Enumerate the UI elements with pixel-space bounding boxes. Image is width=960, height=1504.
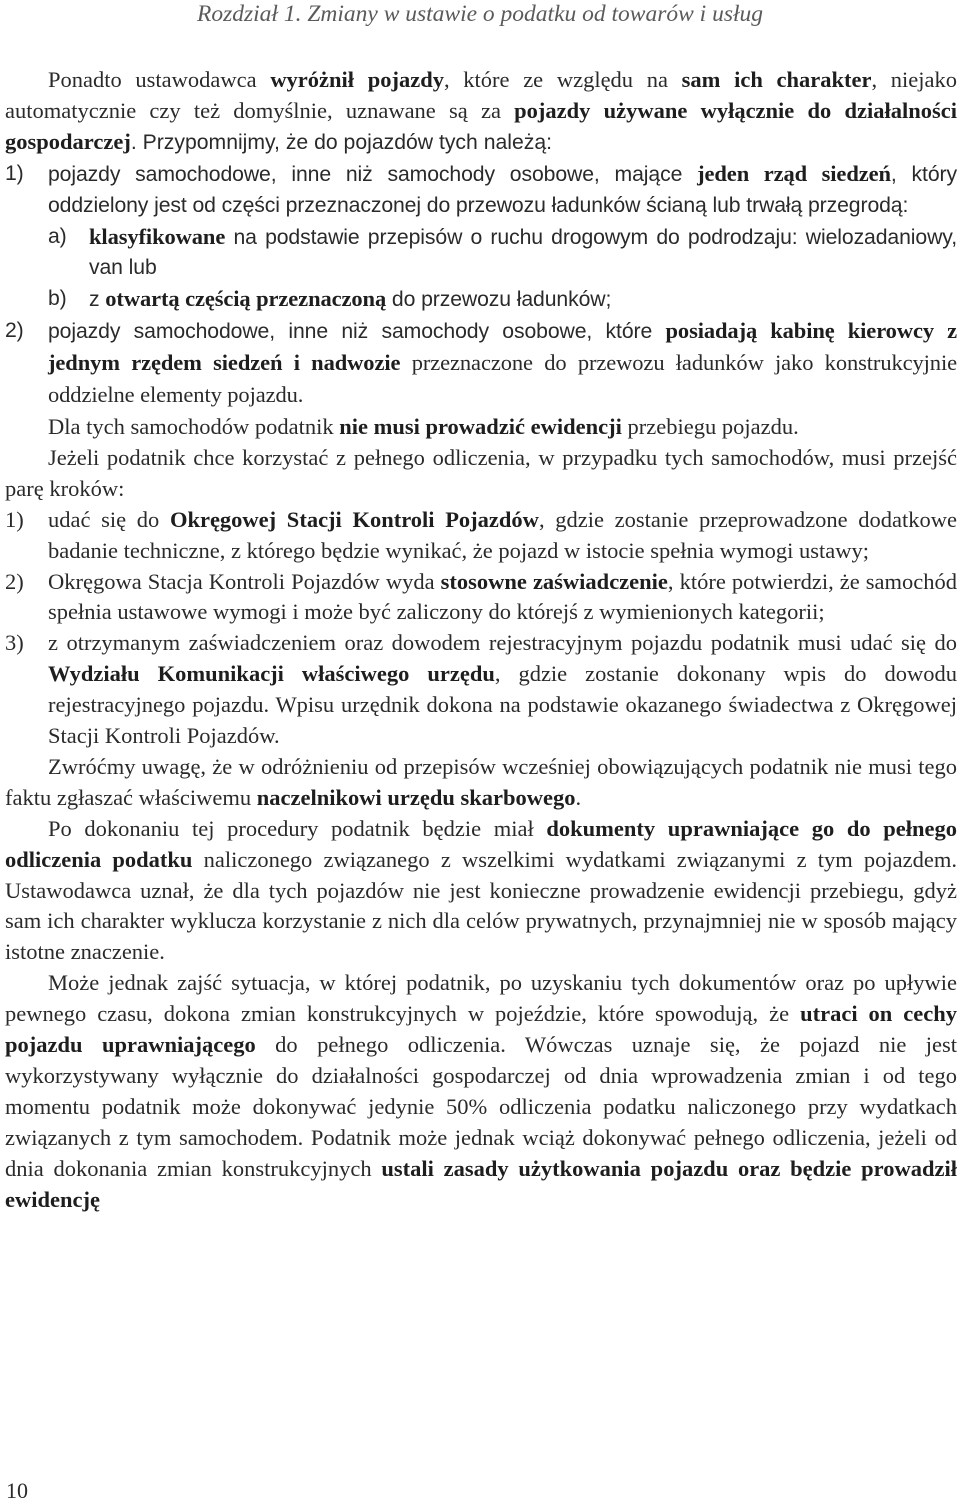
running-header: Rozdział 1. Zmiany w ustawie o podatku od towarów i usług — [197, 1, 763, 27]
bold-phrase: Wydziału Komunikacji właściwego urzędu — [48, 661, 495, 687]
sublist-letter: a) — [48, 224, 67, 248]
bold-phrase: dokumenty uprawniające go do pełnego odliczenia podatku — [5, 815, 957, 872]
bold-phrase: utraci on cechy pojazdu uprawniającego — [5, 1001, 957, 1058]
body-text — [5, 65, 957, 1216]
bold-phrase: posiadają kabinę kierowcy z jednym rzędem siedzeń i nadwozie — [48, 318, 957, 376]
after-procedure-paragraph: Po dokonaniu tej procedury podatnik będzie miał dokumenty uprawniające go do pełnego odliczenia podatku naliczonego związanego z wszelkimi wydatkami związanymi z tym pojazdem. Ustawodawca uznał, że dla tych pojazdów nie jest konieczne prowadzenie ewidencji przebiegu, gdyż sam ich charakter wyklucza korzystanie z nich dla celów prywatnych, przynajmniej nie w sposób mający istotne znaczenie. — [5, 815, 957, 965]
list-number: 1) — [5, 161, 24, 185]
notice-paragraph: Zwróćmy uwagę, że w odróżnieniu od przepisów wcześniej obowiązujących podatnik nie musi tego faktu zgłaszać właściwemu naczelnikowi urzędu skarbowego. — [5, 753, 957, 810]
list-number: 2) — [5, 568, 24, 594]
step-list-item-2: 2) Okręgowa Stacja Kontroli Pojazdów wyda stosowne zaświadczenie, które potwierdzi, że samochód spełnia ustawowe wymogi i może być zaliczony do którejś z wymienionych kategorii; — [5, 568, 958, 625]
bold-phrase: Okręgowej Stacji Kontroli Pojazdów — [169, 506, 539, 532]
bold-phrase: ustali zasady użytkowania pojazdu oraz będzie prowadził ewidencję — [5, 1155, 957, 1212]
bold-phrase: stosowne zaświadczenie — [440, 568, 668, 594]
step-list-item-1: 1) udać się do Okręgowej Stacji Kontroli Pojazdów, gdzie zostanie przeprowadzone dodatkowe badanie techniczne, z którego będzie wynikać, że pojazd w istocie spełnia wymogi ustawy; — [5, 506, 958, 563]
sublist-letter: b) — [48, 287, 67, 311]
bold-phrase: wyróżnił pojazdy — [270, 67, 444, 92]
vehicle-sublist-item-a: a) klasyfikowane na podstawie przepisów o ruchu drogowym do podrodzaju: wielozadaniowy, van lub — [48, 223, 957, 280]
vehicle-sublist-item-b: b) z otwartą częścią przeznaczoną do przewozu ładunków; — [5, 284, 957, 316]
bold-phrase: sam ich charakter — [681, 67, 872, 92]
bold-phrase: otwartą częścią przeznaczoną — [105, 286, 387, 312]
vehicle-list-item-2: 2) pojazdy samochodowe, inne niż samochody osobowe, które posiadają kabinę kierowcy z jednym rzędem siedzeń i nadwozie przeznaczone do przewozu ładunków jako konstrukcyjnie oddzielne elementy pojazdu. — [5, 318, 957, 408]
intro-paragraph: Ponadto ustawodawca wyróżnił pojazdy, które ze względu na sam ich charakter, niejako automatycznie czy też domyślnie, uznawane są za pojazdy używane wyłącznie do działalności gospodarczej. Przypomnijmy, że do pojazdów tych należą: — [5, 67, 958, 154]
bold-phrase: klasyfikowane — [89, 223, 226, 249]
bold-phrase: naczelnikowi urzędu skarbowego — [256, 784, 576, 810]
bold-phrase: pojazdy używane wyłącznie do działalności gospodarczej — [5, 97, 957, 154]
page-number: 10 — [6, 1478, 28, 1503]
steps-intro-paragraph: Jeżeli podatnik chce korzystać z pełnego odliczenia, w przypadku tych samochodów, musi przejść parę kroków: — [5, 444, 957, 501]
list-number: 1) — [5, 506, 24, 532]
no-mileage-record-note: Dla tych samochodów podatnik nie musi prowadzić ewidencji przebiegu pojazdu. — [48, 413, 799, 439]
construction-change-paragraph: Może jednak zajść sytuacja, w której podatnik, po uzyskaniu tych dokumentów oraz po upływie pewnego czasu, dokona zmian konstrukcyjnych w pojeździe, które spowodują, że utraci on cechy pojazdu uprawniającego do pełnego odliczenia. Wówczas uznaje się, że pojazd nie jest wykorzystywany wyłącznie do działalności gospodarczej od dnia wprowadzenia zmian i od tego momentu podatnik może dokonywać jedynie 50% odliczenia podatku naliczonego przy wydatkach związanych z tym samochodem. Podatnik może jednak wciąż dokonywać pełnego odliczenia, jeżeli od dnia dokonania zmian konstrukcyjnych ustali zasady użytkowania pojazdu oraz będzie prowadził ewidencję — [5, 970, 958, 1212]
list-number: 2) — [5, 319, 24, 343]
step-list-item-3: 3) z otrzymanym zaświadczeniem oraz dowodem rejestracyjnym pojazdu podatnik musi udać się do Wydziału Komunikacji właściwego urzędu, gdzie zostanie dokonany wpis do dowodu rejestracyjnego pojazdu. Wpisu urzędnik dokona na podstawie okazanego świadectwa z Okręgowej Stacji Kontroli Pojazdów. — [5, 630, 957, 749]
vehicle-list-item-1: 1) pojazdy samochodowe, inne niż samochody osobowe, mające jeden rząd siedzeń, który oddzielony jest od części przeznaczonej do przewozu ładunków ścianą lub trwałą przegrodą: — [5, 160, 957, 217]
bold-phrase: jeden rząd siedzeń — [697, 160, 891, 186]
bold-phrase: nie musi prowadzić ewidencji — [339, 413, 622, 439]
list-number: 3) — [5, 630, 24, 656]
